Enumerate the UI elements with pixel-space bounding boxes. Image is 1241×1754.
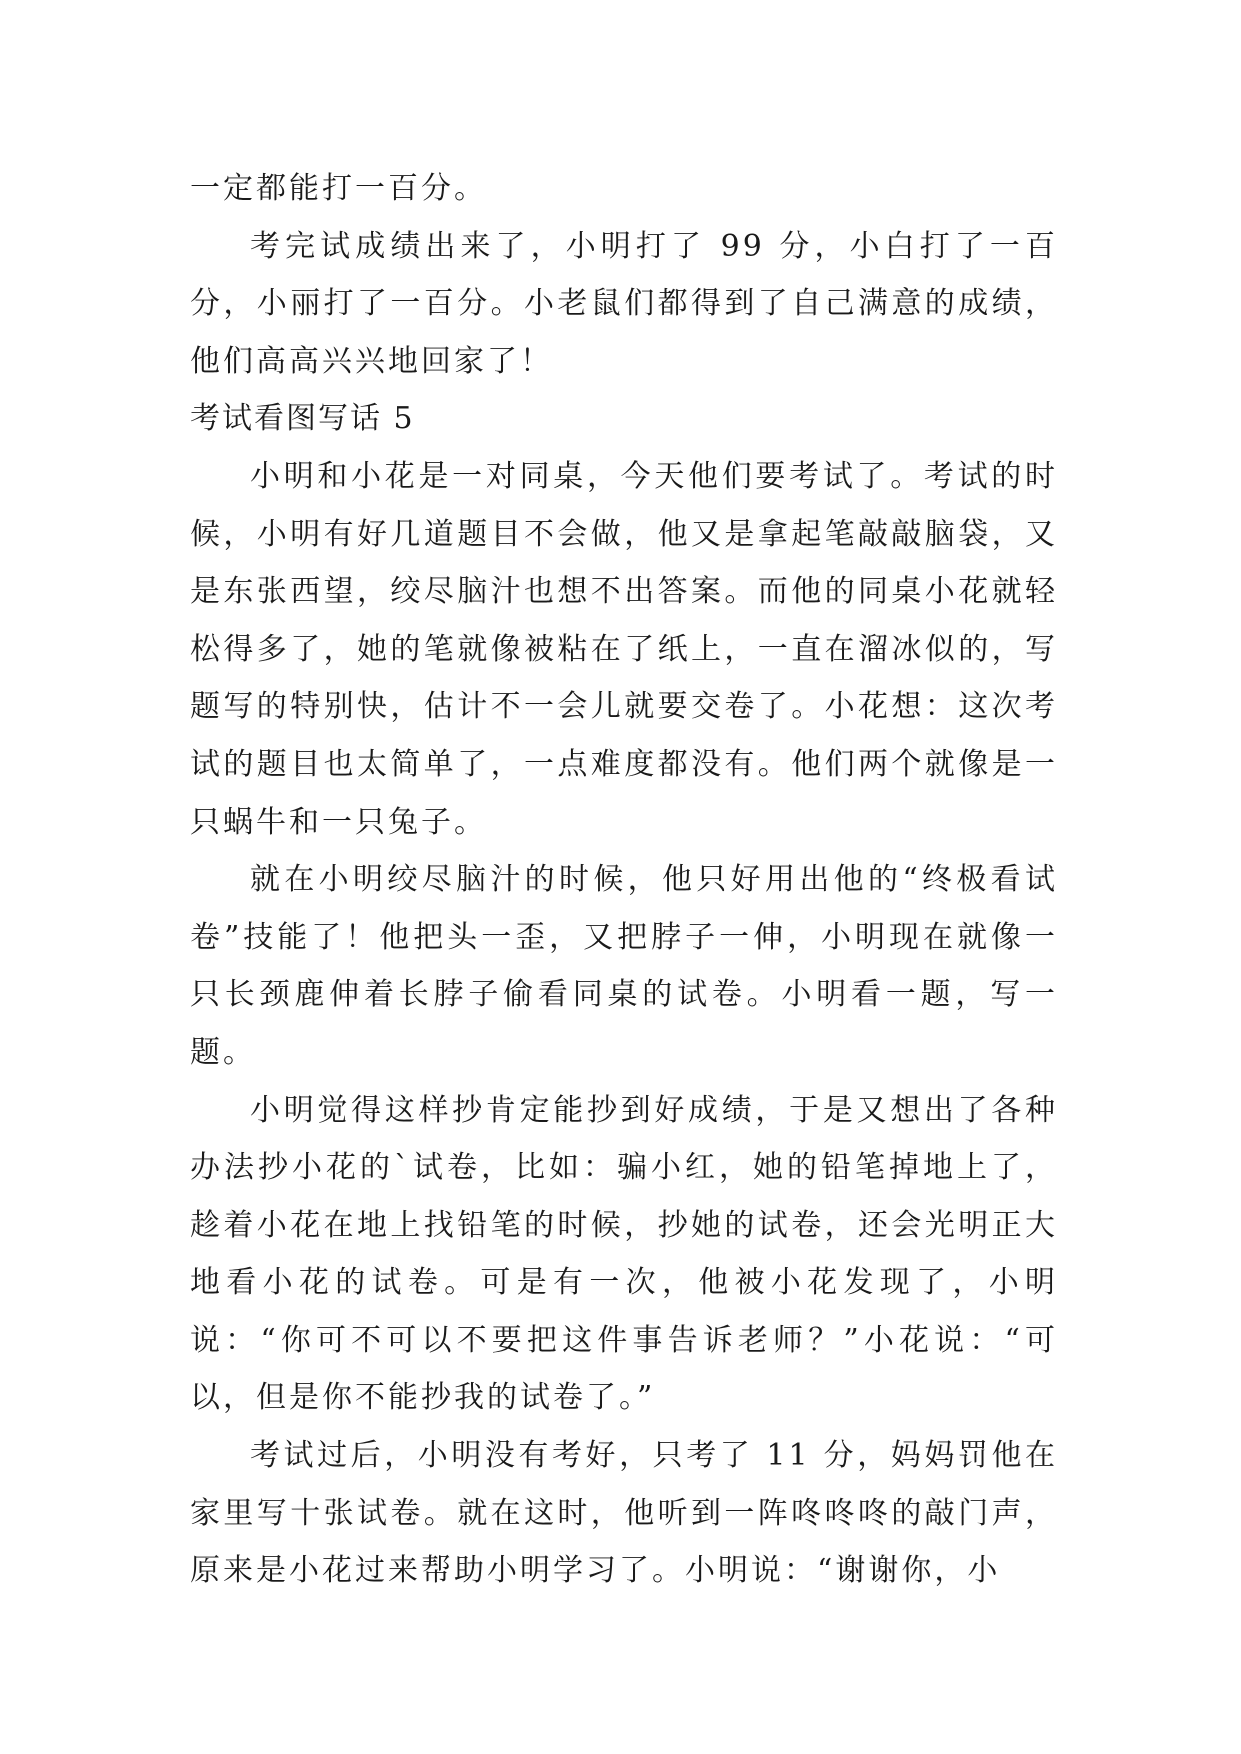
paragraph-peeking: 就在小明绞尽脑汁的时候，他只好用出他的“终极看试卷”技能了！他把头一歪，又把脖子一伸，小明现在就像一只长颈鹿伸着长脖子偷看同桌的试卷。小明看一题，写一题。 <box>190 862 1058 1070</box>
paragraph-continuation: 一定都能打一百分。 <box>190 171 487 206</box>
section-heading: 考试看图写话 5 <box>190 401 415 437</box>
paragraph-exam-results: 考完试成绩出来了，小明打了 99 分，小白打了一百分，小丽打了一百分。小老鼠们都得到了自己满意的成绩，他们高高兴兴地回家了！ <box>190 228 1058 379</box>
document-body <box>190 160 1058 1600</box>
paragraph-after-exam: 考试过后，小明没有考好，只考了 11 分，妈妈罚他在家里写十张试卷。就在这时，他听到一阵咚咚咚的敲门声，原来是小花过来帮助小明学习了。小明说：“谢谢你，小 <box>190 1438 1058 1589</box>
paragraph-desk-mates: 小明和小花是一对同桌，今天他们要考试了。考试的时候，小明有好几道题目不会做，他又是拿起笔敲敲脑袋，又是东张西望，绞尽脑汁也想不出答案。而他的同桌小花就轻松得多了，她的笔就像被粘在了纸上，一直在溜冰似的，写题写的特别快，估计不一会儿就要交卷了。小花想：这次考试的题目也太简单了，一点难度都没有。他们两个就像是一只蜗牛和一只兔子。 <box>190 458 1058 840</box>
paragraph-copying: 小明觉得这样抄肯定能抄到好成绩，于是又想出了各种办法抄小花的`试卷，比如：骗小红，她的铅笔掉地上了，趁着小花在地上找铅笔的时候，抄她的试卷，还会光明正大地看小花的试卷。可是有一次，他被小花发现了，小明说：“你可不可以不要把这件事告诉老师？”小花说：“可以，但是你不能抄我的试卷了。” <box>190 1092 1058 1416</box>
